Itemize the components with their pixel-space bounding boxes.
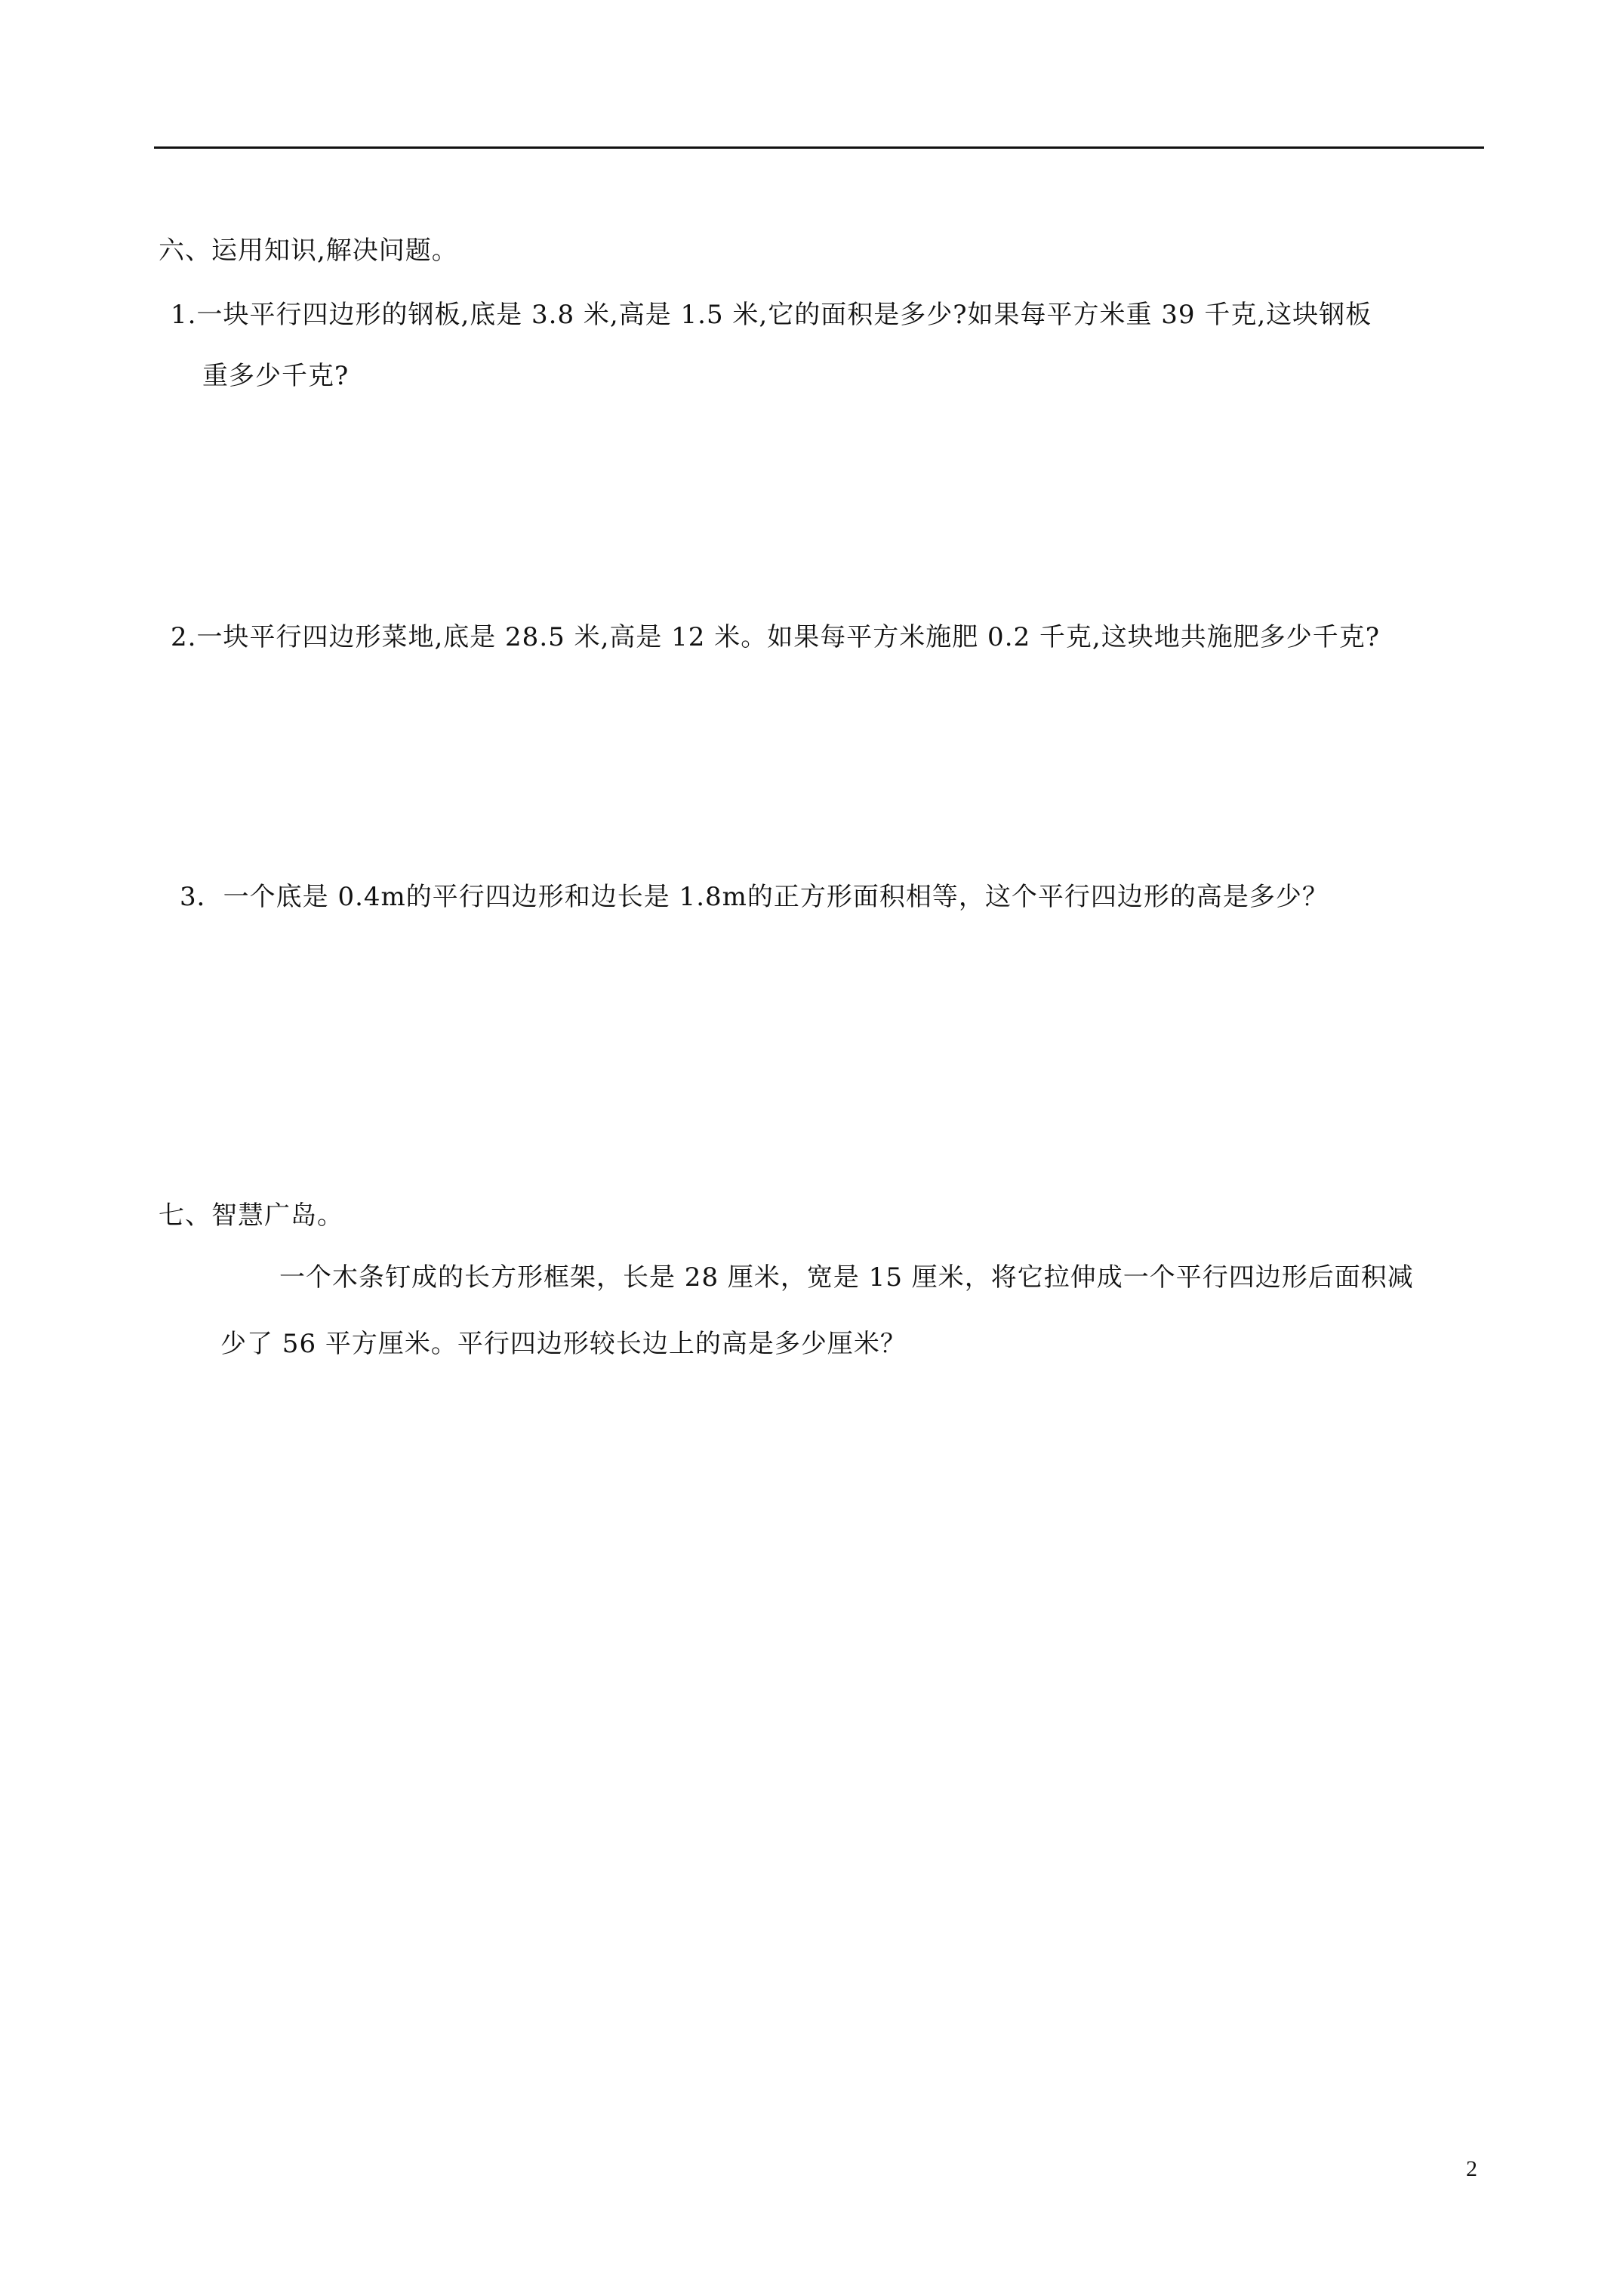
question-2-line-1: 2.一块平行四边形菜地,底是 28.5 米,高是 12 米。如果每平方米施肥 0.2 千克,这块地共施肥多少千克? (171, 622, 1380, 652)
section-7-paragraph-line-1: 一个木条钉成的长方形框架，长是 28 厘米，宽是 15 厘米，将它拉伸成一个平行四边形后面积减 (279, 1262, 1414, 1293)
header-rule (154, 146, 1484, 149)
question-1-line-2: 重多少千克? (202, 361, 350, 391)
page-number: 2 (1466, 2156, 1477, 2181)
section-7-paragraph-line-2: 少了 56 平方厘米。平行四边形较长边上的高是多少厘米？ (220, 1329, 907, 1359)
section-7-title: 七、智慧广岛。 (159, 1200, 343, 1231)
question-1-line-1: 1.一块平行四边形的钢板,底是 3.8 米,高是 1.5 米,它的面积是多少?如果每平方米重 39 千克,这块钢板 (171, 300, 1372, 330)
question-3-line-1: 3．一个底是 0.4m的平行四边形和边长是 1.8m的正方形面积相等，这个平行四边形的高是多少？ (180, 882, 1329, 912)
section-6-title: 六、运用知识,解决问题。 (159, 236, 458, 266)
